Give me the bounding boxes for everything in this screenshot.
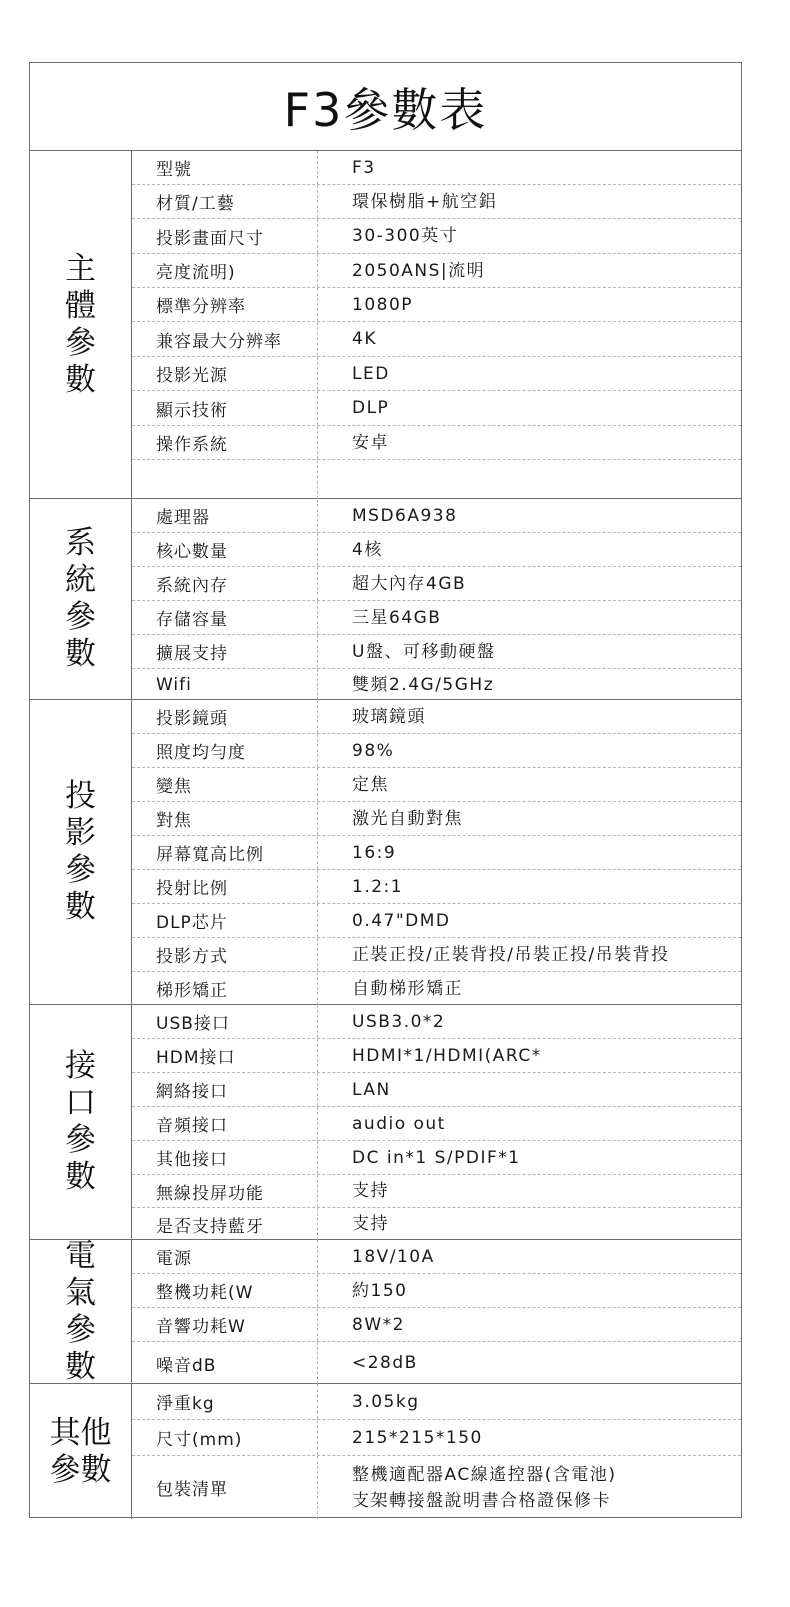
spec-value — [318, 1175, 741, 1207]
spec-row — [132, 1384, 741, 1420]
spec-value-line: DC in*1 S/PDIF*1 — [352, 1147, 521, 1168]
spec-value — [318, 499, 741, 532]
spec-key: 是否支持藍牙 — [132, 1208, 318, 1240]
spec-value-line: 自動梯形矯正 — [352, 978, 463, 999]
category-label: 氣 — [65, 1274, 96, 1311]
spec-key: DLP芯片 — [132, 904, 318, 937]
category-label: 數 — [65, 889, 96, 925]
spec-value — [318, 567, 741, 600]
spec-value-line: 激光自動對焦 — [352, 808, 463, 829]
spec-value — [318, 1141, 741, 1174]
category-label: 參 — [65, 1311, 96, 1348]
spec-row — [132, 1208, 741, 1240]
spec-key: 屏幕寬高比例 — [132, 836, 318, 869]
spec-rows — [132, 700, 741, 1004]
spec-key: 兼容最大分辨率 — [132, 322, 318, 356]
spec-section — [30, 700, 741, 1005]
spec-value-line: 雙頻2.4G/5GHz — [352, 674, 495, 695]
section-category — [30, 1005, 132, 1239]
spec-key: 投影光源 — [132, 357, 318, 390]
spec-key: 操作系統 — [132, 426, 318, 459]
spec-key: 處理器 — [132, 499, 318, 532]
category-label: 其他 — [49, 1414, 112, 1451]
category-label: 電 — [65, 1237, 96, 1274]
spec-value-line: U盤、可移動硬盤 — [352, 641, 496, 662]
spec-row — [132, 1107, 741, 1141]
spec-value-line: 215*215*150 — [352, 1427, 483, 1448]
spec-key: 淨重kg — [132, 1384, 318, 1419]
spec-value-line: 98% — [352, 740, 395, 761]
section-category — [30, 1237, 132, 1385]
spec-value-line: 約150 — [352, 1280, 408, 1301]
spec-key: 核心數量 — [132, 533, 318, 566]
category-label: 投 — [65, 778, 96, 814]
spec-value-line: DLP — [352, 398, 390, 418]
spec-value-line: 支持 — [352, 1181, 389, 1201]
spec-row — [132, 972, 741, 1005]
spec-key: Wifi — [132, 669, 318, 700]
spec-key: 擴展支持 — [132, 635, 318, 668]
spec-value — [318, 972, 741, 1005]
spec-row — [132, 904, 741, 938]
spec-row — [132, 1274, 741, 1308]
spec-section — [30, 1005, 741, 1240]
spec-key: 型號 — [132, 151, 318, 184]
spec-value-line: 超大內存4GB — [352, 573, 467, 594]
spec-value — [318, 1308, 741, 1341]
spec-value — [318, 391, 741, 425]
category-label: 參 — [65, 324, 96, 361]
spec-value — [318, 254, 741, 287]
spec-value — [318, 1342, 741, 1384]
spec-value — [318, 1240, 741, 1273]
category-label: 數 — [65, 361, 96, 398]
spec-row — [132, 700, 741, 734]
spec-row — [132, 1005, 741, 1039]
spec-value-line: 16:9 — [352, 842, 397, 863]
spec-value-line: 整機適配器AC線遙控器(含電池) — [352, 1464, 617, 1485]
spec-key: 亮度流明) — [132, 254, 318, 287]
spec-key: 噪音dB — [132, 1342, 318, 1384]
spec-key: 投影畫面尺寸 — [132, 219, 318, 253]
spec-value-line: LAN — [352, 1079, 391, 1100]
spec-row — [132, 1308, 741, 1342]
spec-value-line: 安卓 — [352, 432, 389, 453]
spec-value-line: F3 — [352, 157, 376, 178]
spec-row — [132, 1039, 741, 1073]
category-label: 系 — [65, 525, 96, 561]
spec-value-line: 3.05kg — [352, 1391, 420, 1412]
section-category — [30, 151, 132, 498]
spec-key: 標準分辨率 — [132, 288, 318, 321]
spec-value-line: 4K — [352, 329, 377, 349]
spec-key: 網絡接口 — [132, 1073, 318, 1106]
spec-row — [132, 322, 741, 357]
spec-row — [132, 1141, 741, 1175]
spec-row — [132, 1073, 741, 1107]
spec-value — [318, 288, 741, 321]
category-label: 數 — [65, 1348, 96, 1385]
spec-key: 包裝清單 — [132, 1456, 318, 1519]
spec-value-line: USB3.0*2 — [352, 1011, 446, 1032]
spec-section — [30, 499, 741, 700]
spec-value — [318, 1420, 741, 1455]
category-label: 數 — [65, 636, 96, 672]
spec-key: 投射比例 — [132, 870, 318, 903]
spec-value — [318, 802, 741, 835]
spec-value-line: audio out — [352, 1113, 446, 1134]
spec-value — [318, 870, 741, 903]
spec-value-line: 0.47"DMD — [352, 910, 451, 931]
spec-key: USB接口 — [132, 1005, 318, 1038]
spec-rows — [132, 1005, 741, 1239]
spec-section — [30, 1384, 741, 1519]
spec-key: 投影方式 — [132, 938, 318, 971]
spec-value — [318, 533, 741, 566]
spec-value-line: 2050ANS|流明 — [352, 260, 486, 281]
spec-section — [30, 151, 741, 499]
spec-row — [132, 1175, 741, 1208]
spec-value — [318, 669, 741, 700]
spec-value — [318, 1107, 741, 1140]
spec-row — [132, 288, 741, 322]
spec-rows — [132, 1384, 741, 1519]
category-label: 數 — [65, 1159, 96, 1195]
page-title: F3參數表 — [30, 63, 741, 151]
spec-value — [318, 700, 741, 733]
category-label: 主 — [65, 250, 96, 287]
spec-row — [132, 567, 741, 601]
spec-row — [132, 938, 741, 972]
spec-sheet — [29, 62, 742, 1518]
spec-section — [30, 1237, 741, 1385]
spec-value-line: 1080P — [352, 294, 414, 315]
spec-value-line: 30-300英寸 — [352, 226, 459, 246]
spec-key: 顯示技術 — [132, 391, 318, 425]
spec-row — [132, 1456, 741, 1519]
spec-key: 投影鏡頭 — [132, 700, 318, 733]
spec-value-line: HDMI*1/HDMI(ARC* — [352, 1045, 542, 1066]
spec-value — [318, 904, 741, 937]
category-label: 統 — [65, 562, 96, 598]
spec-value — [318, 768, 741, 801]
spec-row — [132, 601, 741, 635]
spec-key: 尺寸(mm) — [132, 1420, 318, 1455]
category-label: 口 — [65, 1085, 96, 1121]
section-category — [30, 499, 132, 699]
spec-rows — [132, 499, 741, 699]
spec-value — [318, 1005, 741, 1038]
spec-value — [318, 1208, 741, 1240]
spec-key: 整機功耗(W — [132, 1274, 318, 1307]
spec-row — [132, 426, 741, 460]
spec-key: 存儲容量 — [132, 601, 318, 634]
spec-key — [132, 460, 318, 499]
spec-row — [132, 219, 741, 254]
spec-value — [318, 219, 741, 253]
spec-key: 其他接口 — [132, 1141, 318, 1174]
spec-value-line: 1.2:1 — [352, 876, 404, 897]
spec-row — [132, 185, 741, 219]
category-label: 接 — [65, 1048, 96, 1084]
category-label: 參 — [65, 852, 96, 888]
spec-row — [132, 1420, 741, 1456]
spec-value-line: 玻璃鏡頭 — [352, 706, 426, 727]
spec-key: 無線投屏功能 — [132, 1175, 318, 1207]
spec-value — [318, 1456, 741, 1519]
spec-key: 照度均勻度 — [132, 734, 318, 767]
spec-value-line: 正裝正投/正裝背投/吊裝正投/吊裝背投 — [352, 944, 670, 965]
spec-value — [318, 151, 741, 184]
spec-value-line: LED — [352, 363, 390, 384]
spec-row — [132, 802, 741, 836]
spec-value — [318, 460, 741, 499]
spec-key: HDM接口 — [132, 1039, 318, 1072]
spec-value — [318, 734, 741, 767]
spec-row — [132, 533, 741, 567]
spec-key: 音響功耗W — [132, 1308, 318, 1341]
spec-value — [318, 185, 741, 218]
category-label: 體 — [65, 287, 96, 324]
spec-row — [132, 836, 741, 870]
spec-value — [318, 1274, 741, 1307]
spec-row — [132, 734, 741, 768]
spec-value — [318, 1073, 741, 1106]
spec-value — [318, 635, 741, 668]
spec-row — [132, 254, 741, 288]
section-category — [30, 700, 132, 1004]
spec-row — [132, 669, 741, 700]
category-label: 參 — [65, 599, 96, 635]
spec-value — [318, 426, 741, 459]
spec-value-line: 8W*2 — [352, 1314, 405, 1335]
spec-key: 梯形矯正 — [132, 972, 318, 1005]
spec-rows — [132, 151, 741, 498]
spec-key: 材質/工藝 — [132, 185, 318, 218]
spec-value-line: 三星64GB — [352, 607, 442, 628]
spec-key: 變焦 — [132, 768, 318, 801]
spec-value-line: <28dB — [352, 1353, 418, 1373]
spec-value-line: 4核 — [352, 539, 383, 560]
spec-row — [132, 768, 741, 802]
spec-key: 音頻接口 — [132, 1107, 318, 1140]
spec-value-line: MSD6A938 — [352, 505, 458, 526]
section-category — [30, 1384, 132, 1519]
spec-row — [132, 1342, 741, 1384]
spec-value — [318, 836, 741, 869]
spec-key: 對焦 — [132, 802, 318, 835]
spec-value — [318, 601, 741, 634]
spec-rows — [132, 1240, 741, 1383]
spec-row — [132, 499, 741, 533]
spec-value — [318, 938, 741, 971]
spec-row — [132, 151, 741, 185]
spec-value-line: 支架轉接盤說明書合格證保修卡 — [352, 1490, 611, 1511]
spec-row — [132, 460, 741, 499]
category-label: 參數 — [49, 1451, 112, 1488]
spec-value-line: 環保樹脂+航空鋁 — [352, 191, 498, 212]
spec-row — [132, 1240, 741, 1274]
spec-key: 系統內存 — [132, 567, 318, 600]
spec-value-line: 18V/10A — [352, 1246, 435, 1267]
spec-key: 電源 — [132, 1240, 318, 1273]
spec-row — [132, 391, 741, 426]
spec-value-line: 支持 — [352, 1214, 389, 1234]
spec-row — [132, 870, 741, 904]
spec-row — [132, 357, 741, 391]
category-label: 影 — [65, 815, 96, 851]
category-label: 參 — [65, 1122, 96, 1158]
spec-value — [318, 322, 741, 356]
spec-value — [318, 1039, 741, 1072]
spec-value — [318, 1384, 741, 1419]
spec-value — [318, 357, 741, 390]
spec-value-line: 定焦 — [352, 774, 389, 795]
spec-row — [132, 635, 741, 669]
